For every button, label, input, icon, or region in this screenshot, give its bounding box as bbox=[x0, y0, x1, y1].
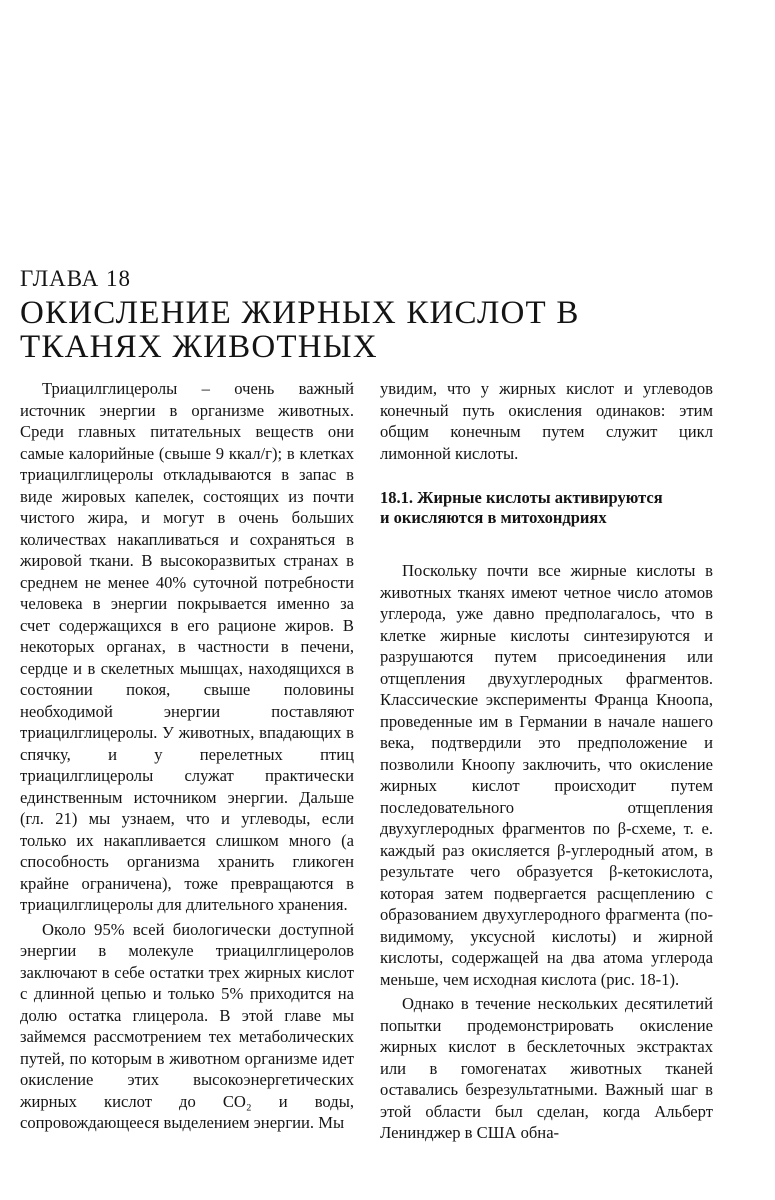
section-heading: 18.1. Жирные кислоты активируются и окисляются в митохондриях bbox=[380, 488, 663, 527]
right-column bbox=[380, 378, 713, 1144]
body-paragraph: Около 95% всей биологически доступной энергии в молекуле триацилглицеролов заключают в себе остатки трех жирных кислот с длинной цепью и только 5% приходится на долю остатка глицерола. В этой главе мы займемся рассмотрением тех метаболических путей, по которым в животном организме идет окисление этих высокоэнергетических жирных кислот до CO₂ и воды, сопровождающееся выделением энергии. Мы bbox=[20, 919, 354, 1132]
chapter-title: ОКИСЛЕНИЕ ЖИРНЫХ КИСЛОТ В ТКАНЯХ ЖИВОТНЫХ bbox=[20, 295, 580, 365]
body-paragraph: Триацилглицеролы – очень важный источник энергии в организме животных. Среди главных питательных веществ они самые калорийные (свыше 9 ккал/г); в клетках триацилглицеролы откладываются в запас в виде жировых капелек, состоящих из почти чистого жира, и могут в очень больших количествах накапливаться и сохраняться в жировой ткани. В высокоразвитых странах в среднем не менее 40% суточной потребности человека в энергии покрывается именно за счет содержащихся в его рационе жиров. В некоторых органах, в частности в печени, сердце и в скелетных мышцах, находящихся в состоянии покоя, свыше половины необходимой энергии поставляют триацилглицеролы. У животных, впадающих в спячку, и у перелетных птиц триацилглицеролы служат практически единственным источником энергии. Дальше (гл. 21) мы узнаем, что и углеводы, если только их накапливается слишком много (а способность организма хранить гликоген крайне ограничена), тоже превращаются в триацилглицеролы для длительного хранения. bbox=[20, 379, 354, 914]
body-paragraph: Однако в течение нескольких десятилетий попытки продемонстрировать окисление жирных кислот в бесклеточных экстрактах или в гомогенатах животных тканей оставались безрезультатными. Важный шаг в этой области был сделан, когда Альберт Ленинджер в США обна- bbox=[380, 994, 713, 1142]
left-column bbox=[20, 378, 354, 1134]
body-paragraph: увидим, что у жирных кислот и углеводов конечный путь окисления одинаков: этим общим конечным путем служит цикл лимонной кислоты. bbox=[380, 379, 713, 463]
body-paragraph: Поскольку почти все жирные кислоты в животных тканях имеют четное число атомов углерода, уже давно предполагалось, что в клетке жирные кислоты синтезируются и разрушаются путем присоединения или отщепления двухуглеродных фрагментов. Классические эксперименты Франца Кноопа, проведенные им в Германии в начале нашего века, подтвердили это предположение и позволили Кноопу заключить, что окисление жирных кислот происходит путем последовательного отщепления двухуглеродных фрагментов по β-схеме, т. е. каждый раз окисляется β-углеродный атом, в результате чего образуется β-кетокислота, которая затем подвергается расщеплению с образованием двухуглеродного фрагмента (по-видимому, уксусной кислоты) и жирной кислоты, содержащей на два атома углерода меньше, чем исходная кислота (рис. 18-1). bbox=[380, 561, 713, 989]
chapter-label: ГЛАВА 18 bbox=[20, 266, 132, 291]
